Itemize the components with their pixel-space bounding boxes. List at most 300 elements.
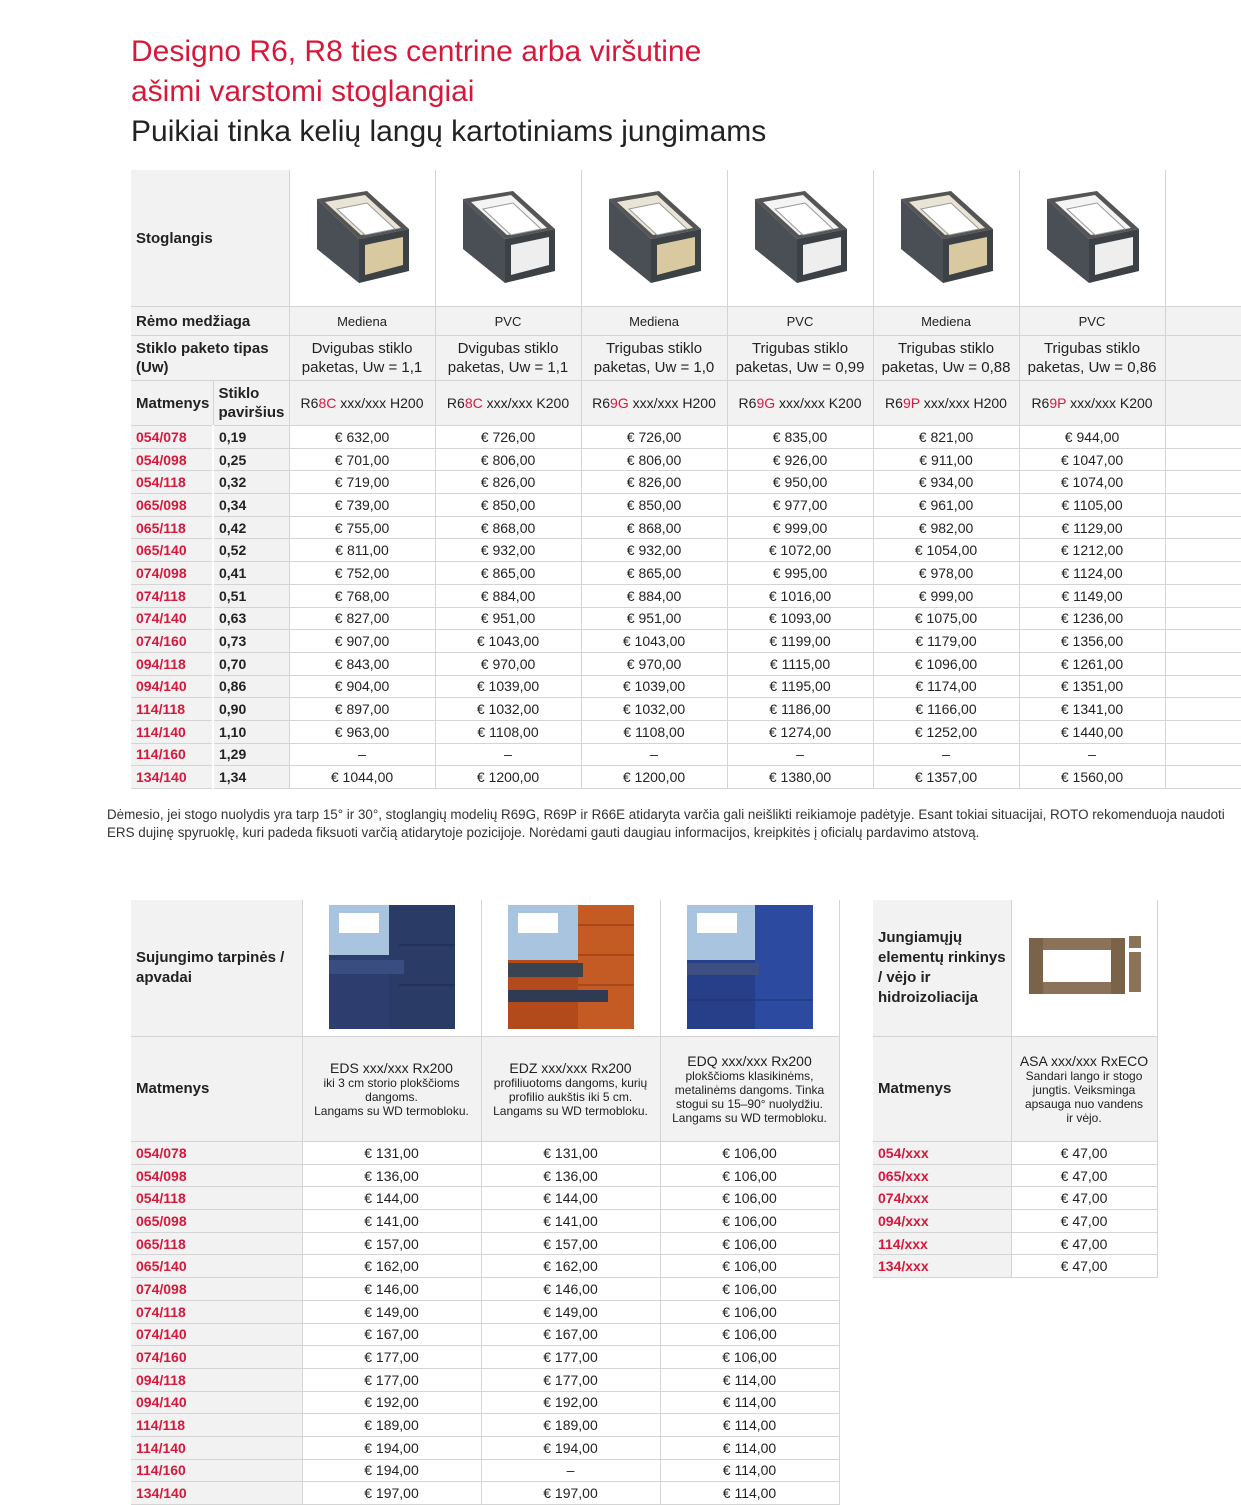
price-cell: € 1380,00: [727, 766, 873, 789]
table-row: [131, 1278, 839, 1301]
table-row: [131, 426, 1241, 449]
table-row: [131, 1414, 839, 1437]
roof-window-icon: [453, 189, 563, 285]
roof-window-icon: [1037, 189, 1147, 285]
edz-flashing-image: [508, 905, 634, 1029]
price-cell: € 904,00: [289, 675, 435, 698]
price-cell: € 1200,00: [435, 766, 581, 789]
price-cell: € 106,00: [660, 1346, 839, 1369]
table-row: [131, 720, 1241, 743]
price-cell: € 907,00: [289, 630, 435, 653]
price-cell: € 850,00: [581, 494, 727, 517]
price-cell: € 106,00: [660, 1142, 839, 1165]
price-cell: € 106,00: [660, 1164, 839, 1187]
price-cell: € 865,00: [581, 562, 727, 585]
price-cell: € 884,00: [581, 584, 727, 607]
size-cell: 094/xxx: [873, 1210, 1011, 1233]
area-cell: 0,52: [213, 539, 289, 562]
material-cell: Mediena: [289, 307, 435, 336]
row-label-glass: Stiklo paketo tipas (Uw): [131, 336, 289, 381]
price-cell: € 192,00: [481, 1391, 660, 1414]
size-cell: 065/118: [131, 1232, 302, 1255]
table-row: [873, 1255, 1157, 1278]
price-cell: € 1124,00: [1019, 562, 1165, 585]
model-cell: R69G xxx/xxx H200: [581, 381, 727, 426]
price-cell: € 1341,00: [1019, 698, 1165, 721]
price-cell: € 868,00: [435, 516, 581, 539]
size-cell: 065/xxx: [873, 1164, 1011, 1187]
price-cell: € 1108,00: [435, 720, 581, 743]
size-cell: 094/118: [131, 1368, 302, 1391]
table-row: [131, 1255, 839, 1278]
glass-cell: Trigubas stiklo paketas, Uw = 0,86: [1019, 336, 1165, 381]
area-cell: 0,41: [213, 562, 289, 585]
model-cell: R69G xxx/xxx K200: [727, 381, 873, 426]
price-cell: € 884,00: [435, 584, 581, 607]
warning-note: Dėmesio, jei stogo nuolydis yra tarp 15° ir 30°, stoglangių modelių R69G, R69P ir R66E atidaryta varčia gali neišlikti reikiamoje padėtyje. Esant tokiai situacijai, ROTO rekomenduoja naudoti ERS dujinę spyruoklę, kuri padeda fiksuoti varčią atidarytoje pozicijoje. Norėdami gauti daugiau informacijos, kreipkitės į oficialų pardavimo atstovą.: [107, 807, 1225, 840]
price-cell: € 144,00: [481, 1187, 660, 1210]
table-row: [131, 766, 1241, 789]
table-row: [873, 1232, 1157, 1255]
size-cell: 074/118: [131, 1300, 302, 1323]
size-cell: 074/140: [131, 607, 213, 630]
window-image: [289, 170, 435, 307]
table-row: [131, 1210, 839, 1233]
table-row: [131, 1391, 839, 1414]
price-cell: –: [1019, 743, 1165, 766]
title-line-2: ašimi varstomi stoglangiai: [131, 75, 475, 108]
price-cell: € 141,00: [302, 1210, 481, 1233]
flashing-desc-edq: EDQ xxx/xxx Rx200 plokščioms klasikinėms, metalinėms dangoms. Tinka stogui su 15–90° nuolydžiu. Langams su WD termobloku.: [660, 1037, 839, 1142]
price-cell: € 982,00: [873, 516, 1019, 539]
price-cell: € 114,00: [660, 1459, 839, 1482]
page-title: [131, 32, 766, 152]
price-cell: € 826,00: [435, 471, 581, 494]
price-cell: € 194,00: [481, 1436, 660, 1459]
price-cell: € 1047,00: [1019, 448, 1165, 471]
price-cell: € 1096,00: [873, 652, 1019, 675]
price-cell: € 136,00: [302, 1164, 481, 1187]
price-cell: € 177,00: [302, 1368, 481, 1391]
size-cell: 074/160: [131, 630, 213, 653]
table-row: [131, 448, 1241, 471]
material-cell: PVC: [727, 307, 873, 336]
table-row: [131, 1482, 839, 1505]
size-cell: 134/140: [131, 766, 213, 789]
price-cell: € 1274,00: [727, 720, 873, 743]
price-cell: € 157,00: [302, 1232, 481, 1255]
price-cell: € 1357,00: [873, 766, 1019, 789]
size-cell: 114/xxx: [873, 1232, 1011, 1255]
price-cell: –: [481, 1459, 660, 1482]
price-cell: € 1261,00: [1019, 652, 1165, 675]
kit-price-table: [873, 900, 1158, 1278]
price-cell: € 114,00: [660, 1391, 839, 1414]
size-cell: 074/098: [131, 1278, 302, 1301]
table-row: [131, 516, 1241, 539]
glass-cell: Dvigubas stiklo paketas, Uw = 1,1: [289, 336, 435, 381]
roof-window-icon: [745, 189, 855, 285]
price-cell: € 1166,00: [873, 698, 1019, 721]
price-cell: € 726,00: [435, 426, 581, 449]
area-cell: 0,32: [213, 471, 289, 494]
price-cell: € 1440,00: [1019, 720, 1165, 743]
price-cell: –: [289, 743, 435, 766]
price-cell: € 934,00: [873, 471, 1019, 494]
price-cell: € 1186,00: [727, 698, 873, 721]
price-cell: € 189,00: [302, 1414, 481, 1437]
price-cell: € 1252,00: [873, 720, 1019, 743]
price-cell: € 141,00: [481, 1210, 660, 1233]
price-cell: € 106,00: [660, 1187, 839, 1210]
price-cell: € 1032,00: [581, 698, 727, 721]
price-cell: € 194,00: [302, 1459, 481, 1482]
roof-window-icon: [307, 189, 417, 285]
price-cell: € 752,00: [289, 562, 435, 585]
price-cell: € 1351,00: [1019, 675, 1165, 698]
price-cell: € 1074,00: [1019, 471, 1165, 494]
price-cell: € 865,00: [435, 562, 581, 585]
price-cell: € 944,00: [1019, 426, 1165, 449]
size-cell: 054/098: [131, 1164, 302, 1187]
size-cell: 114/160: [131, 1459, 302, 1482]
kit-label: Jungiamųjų elementų rinkinys / vėjo ir hidroizoliacija: [873, 900, 1011, 1037]
price-cell: € 806,00: [435, 448, 581, 471]
window-price-table: [131, 170, 1241, 789]
glass-cell: Trigubas stiklo paketas, Uw = 0,99: [727, 336, 873, 381]
price-cell: € 1105,00: [1019, 494, 1165, 517]
table-row: [873, 1210, 1157, 1233]
table-row: [131, 1459, 839, 1482]
price-cell: € 951,00: [581, 607, 727, 630]
size-cell: 094/118: [131, 652, 213, 675]
price-cell: € 1075,00: [873, 607, 1019, 630]
price-cell: € 167,00: [481, 1323, 660, 1346]
area-cell: 1,10: [213, 720, 289, 743]
price-cell: € 1195,00: [727, 675, 873, 698]
price-cell: € 162,00: [302, 1255, 481, 1278]
price-cell: € 149,00: [302, 1300, 481, 1323]
price-cell: € 177,00: [302, 1346, 481, 1369]
price-cell: € 999,00: [727, 516, 873, 539]
price-cell: € 106,00: [660, 1278, 839, 1301]
price-cell: € 768,00: [289, 584, 435, 607]
area-cell: 0,86: [213, 675, 289, 698]
window-image: [1019, 170, 1165, 307]
table-row: [131, 1142, 839, 1165]
table-row: [131, 1300, 839, 1323]
price-cell: € 177,00: [481, 1368, 660, 1391]
model-cell: R69P xxx/xxx K200: [1019, 381, 1165, 426]
price-cell: € 131,00: [481, 1142, 660, 1165]
size-cell: 114/140: [131, 720, 213, 743]
price-cell: € 1016,00: [727, 584, 873, 607]
price-cell: € 897,00: [289, 698, 435, 721]
table-row: [131, 562, 1241, 585]
size-cell: 094/140: [131, 675, 213, 698]
price-cell: € 1236,00: [1019, 607, 1165, 630]
asa-kit-image: [1021, 932, 1147, 1002]
table-row: [873, 1187, 1157, 1210]
price-cell: € 47,00: [1011, 1142, 1157, 1165]
price-cell: € 950,00: [727, 471, 873, 494]
price-cell: € 726,00: [581, 426, 727, 449]
price-cell: € 146,00: [481, 1278, 660, 1301]
row-label-window: Stoglangis: [131, 170, 289, 307]
material-cell: Mediena: [581, 307, 727, 336]
window-image: [727, 170, 873, 307]
price-cell: € 1356,00: [1019, 630, 1165, 653]
size-cell: 054/xxx: [873, 1142, 1011, 1165]
area-cell: 0,34: [213, 494, 289, 517]
price-cell: € 1043,00: [581, 630, 727, 653]
size-cell: 065/118: [131, 516, 213, 539]
price-cell: € 632,00: [289, 426, 435, 449]
price-cell: € 1179,00: [873, 630, 1019, 653]
size-cell: 054/078: [131, 1142, 302, 1165]
price-cell: € 106,00: [660, 1232, 839, 1255]
price-cell: € 197,00: [302, 1482, 481, 1505]
price-cell: –: [873, 743, 1019, 766]
model-cell: R68C xxx/xxx K200: [435, 381, 581, 426]
flashing-label: Sujungimo tarpinės / apvadai: [131, 900, 302, 1037]
price-cell: € 970,00: [581, 652, 727, 675]
price-cell: € 811,00: [289, 539, 435, 562]
price-cell: € 157,00: [481, 1232, 660, 1255]
price-cell: € 1212,00: [1019, 539, 1165, 562]
kit-desc: ASA xxx/xxx RxECO Sandari lango ir stogo jungtis. Veiksminga apsauga nuo vandens ir vėjo.: [1011, 1037, 1157, 1142]
size-cell: 074/140: [131, 1323, 302, 1346]
price-cell: € 1174,00: [873, 675, 1019, 698]
price-cell: € 926,00: [727, 448, 873, 471]
price-cell: € 1039,00: [435, 675, 581, 698]
price-cell: € 1093,00: [727, 607, 873, 630]
price-cell: € 826,00: [581, 471, 727, 494]
price-cell: € 47,00: [1011, 1164, 1157, 1187]
table-row: [131, 1346, 839, 1369]
material-cell: PVC: [435, 307, 581, 336]
flashing-photo: [660, 900, 839, 1037]
flashing-desc-edz: EDZ xxx/xxx Rx200 profiliuotoms dangoms, kurių profilio aukštis iki 5 cm. Langams su WD termobloku.: [481, 1037, 660, 1142]
size-cell: 094/140: [131, 1391, 302, 1414]
price-cell: –: [727, 743, 873, 766]
size-cell: 114/160: [131, 743, 213, 766]
price-cell: € 755,00: [289, 516, 435, 539]
flashing-col-size: Matmenys: [131, 1037, 302, 1142]
price-cell: € 114,00: [660, 1368, 839, 1391]
area-cell: 1,29: [213, 743, 289, 766]
kit-col-size: Matmenys: [873, 1037, 1011, 1142]
price-cell: € 144,00: [302, 1187, 481, 1210]
table-row: [131, 630, 1241, 653]
table-row: [131, 743, 1241, 766]
price-cell: € 932,00: [435, 539, 581, 562]
area-cell: 1,34: [213, 766, 289, 789]
price-cell: € 835,00: [727, 426, 873, 449]
area-cell: 0,90: [213, 698, 289, 721]
size-cell: 134/xxx: [873, 1255, 1011, 1278]
table-row: [131, 607, 1241, 630]
table-row: [873, 1164, 1157, 1187]
kit-photo: [1011, 900, 1157, 1037]
title-line-1: Designo R6, R8 ties centrine arba viršutine: [131, 35, 702, 68]
price-cell: € 868,00: [581, 516, 727, 539]
price-cell: –: [435, 743, 581, 766]
table-row: [131, 539, 1241, 562]
price-cell: € 47,00: [1011, 1255, 1157, 1278]
glass-cell: Dvigubas stiklo paketas, Uw = 1,1: [435, 336, 581, 381]
table-row: [131, 1368, 839, 1391]
price-cell: € 701,00: [289, 448, 435, 471]
flashing-photo: [481, 900, 660, 1037]
material-cell: Mediena: [873, 307, 1019, 336]
size-cell: 114/118: [131, 1414, 302, 1437]
size-cell: 065/140: [131, 1255, 302, 1278]
area-cell: 0,42: [213, 516, 289, 539]
price-cell: € 1032,00: [435, 698, 581, 721]
glass-cell: Trigubas stiklo paketas, Uw = 0,88: [873, 336, 1019, 381]
table-row: [131, 584, 1241, 607]
price-cell: € 1115,00: [727, 652, 873, 675]
price-cell: € 136,00: [481, 1164, 660, 1187]
price-cell: € 106,00: [660, 1210, 839, 1233]
title-subtitle: Puikiai tinka kelių langų kartotiniams jungimams: [131, 115, 767, 148]
size-cell: 074/xxx: [873, 1187, 1011, 1210]
roof-window-icon: [891, 189, 1001, 285]
window-image: [873, 170, 1019, 307]
size-cell: 054/078: [131, 426, 213, 449]
price-cell: € 1072,00: [727, 539, 873, 562]
area-cell: 0,51: [213, 584, 289, 607]
table-row: [131, 698, 1241, 721]
price-cell: € 189,00: [481, 1414, 660, 1437]
price-cell: € 961,00: [873, 494, 1019, 517]
price-cell: € 106,00: [660, 1323, 839, 1346]
price-cell: € 114,00: [660, 1436, 839, 1459]
table-row: [131, 494, 1241, 517]
size-cell: 074/118: [131, 584, 213, 607]
price-cell: € 146,00: [302, 1278, 481, 1301]
col-header-size: Matmenys: [131, 381, 213, 426]
price-cell: € 47,00: [1011, 1232, 1157, 1255]
price-cell: € 970,00: [435, 652, 581, 675]
price-cell: € 995,00: [727, 562, 873, 585]
price-cell: € 999,00: [873, 584, 1019, 607]
price-cell: € 963,00: [289, 720, 435, 743]
price-cell: € 719,00: [289, 471, 435, 494]
price-cell: € 194,00: [302, 1436, 481, 1459]
price-cell: € 1560,00: [1019, 766, 1165, 789]
area-cell: 0,70: [213, 652, 289, 675]
price-cell: € 177,00: [481, 1346, 660, 1369]
size-cell: 134/140: [131, 1482, 302, 1505]
size-cell: 065/098: [131, 494, 213, 517]
size-cell: 054/098: [131, 448, 213, 471]
roof-window-icon: [599, 189, 709, 285]
size-cell: 074/098: [131, 562, 213, 585]
price-cell: € 47,00: [1011, 1210, 1157, 1233]
price-cell: € 106,00: [660, 1300, 839, 1323]
glass-cell: Trigubas stiklo paketas, Uw = 1,0: [581, 336, 727, 381]
area-cell: 0,25: [213, 448, 289, 471]
price-cell: € 1149,00: [1019, 584, 1165, 607]
price-cell: € 1039,00: [581, 675, 727, 698]
price-cell: € 977,00: [727, 494, 873, 517]
table-row: [131, 1232, 839, 1255]
col-header-area: Stiklo paviršius: [213, 381, 289, 426]
window-image: [435, 170, 581, 307]
flashing-photo: [302, 900, 481, 1037]
price-cell: € 1054,00: [873, 539, 1019, 562]
price-cell: € 739,00: [289, 494, 435, 517]
table-row: [131, 1187, 839, 1210]
price-cell: –: [581, 743, 727, 766]
price-cell: € 114,00: [660, 1414, 839, 1437]
price-cell: € 114,00: [660, 1482, 839, 1505]
price-cell: € 932,00: [581, 539, 727, 562]
price-cell: € 106,00: [660, 1255, 839, 1278]
price-cell: € 1043,00: [435, 630, 581, 653]
table-row: [873, 1142, 1157, 1165]
price-cell: € 1199,00: [727, 630, 873, 653]
window-image: [581, 170, 727, 307]
price-cell: € 1200,00: [581, 766, 727, 789]
size-cell: 054/118: [131, 1187, 302, 1210]
flashing-desc-eds: EDS xxx/xxx Rx200 iki 3 cm storio plokščioms dangoms. Langams su WD termobloku.: [302, 1037, 481, 1142]
price-cell: € 951,00: [435, 607, 581, 630]
table-row: [131, 1164, 839, 1187]
price-cell: € 911,00: [873, 448, 1019, 471]
model-cell: R69P xxx/xxx H200: [873, 381, 1019, 426]
price-cell: € 167,00: [302, 1323, 481, 1346]
price-cell: € 149,00: [481, 1300, 660, 1323]
price-cell: € 162,00: [481, 1255, 660, 1278]
price-cell: € 850,00: [435, 494, 581, 517]
eds-flashing-image: [329, 905, 455, 1029]
flashing-price-table: [131, 900, 840, 1505]
size-cell: 054/118: [131, 471, 213, 494]
size-cell: 074/160: [131, 1346, 302, 1369]
material-cell: PVC: [1019, 307, 1165, 336]
row-label-material: Rėmo medžiaga: [131, 307, 289, 336]
price-cell: € 1108,00: [581, 720, 727, 743]
table-row: [131, 1436, 839, 1459]
area-cell: 0,19: [213, 426, 289, 449]
table-row: [131, 1323, 839, 1346]
table-row: [131, 675, 1241, 698]
price-cell: € 978,00: [873, 562, 1019, 585]
size-cell: 065/098: [131, 1210, 302, 1233]
price-cell: € 197,00: [481, 1482, 660, 1505]
price-cell: € 827,00: [289, 607, 435, 630]
price-cell: € 1129,00: [1019, 516, 1165, 539]
edq-flashing-image: [687, 905, 813, 1029]
price-cell: € 131,00: [302, 1142, 481, 1165]
price-cell: € 843,00: [289, 652, 435, 675]
price-cell: € 47,00: [1011, 1187, 1157, 1210]
price-cell: € 821,00: [873, 426, 1019, 449]
area-cell: 0,73: [213, 630, 289, 653]
size-cell: 114/118: [131, 698, 213, 721]
model-cell: R68C xxx/xxx H200: [289, 381, 435, 426]
area-cell: 0,63: [213, 607, 289, 630]
price-cell: € 192,00: [302, 1391, 481, 1414]
price-cell: € 1044,00: [289, 766, 435, 789]
price-cell: € 806,00: [581, 448, 727, 471]
size-cell: 065/140: [131, 539, 213, 562]
table-row: [131, 652, 1241, 675]
size-cell: 114/140: [131, 1436, 302, 1459]
